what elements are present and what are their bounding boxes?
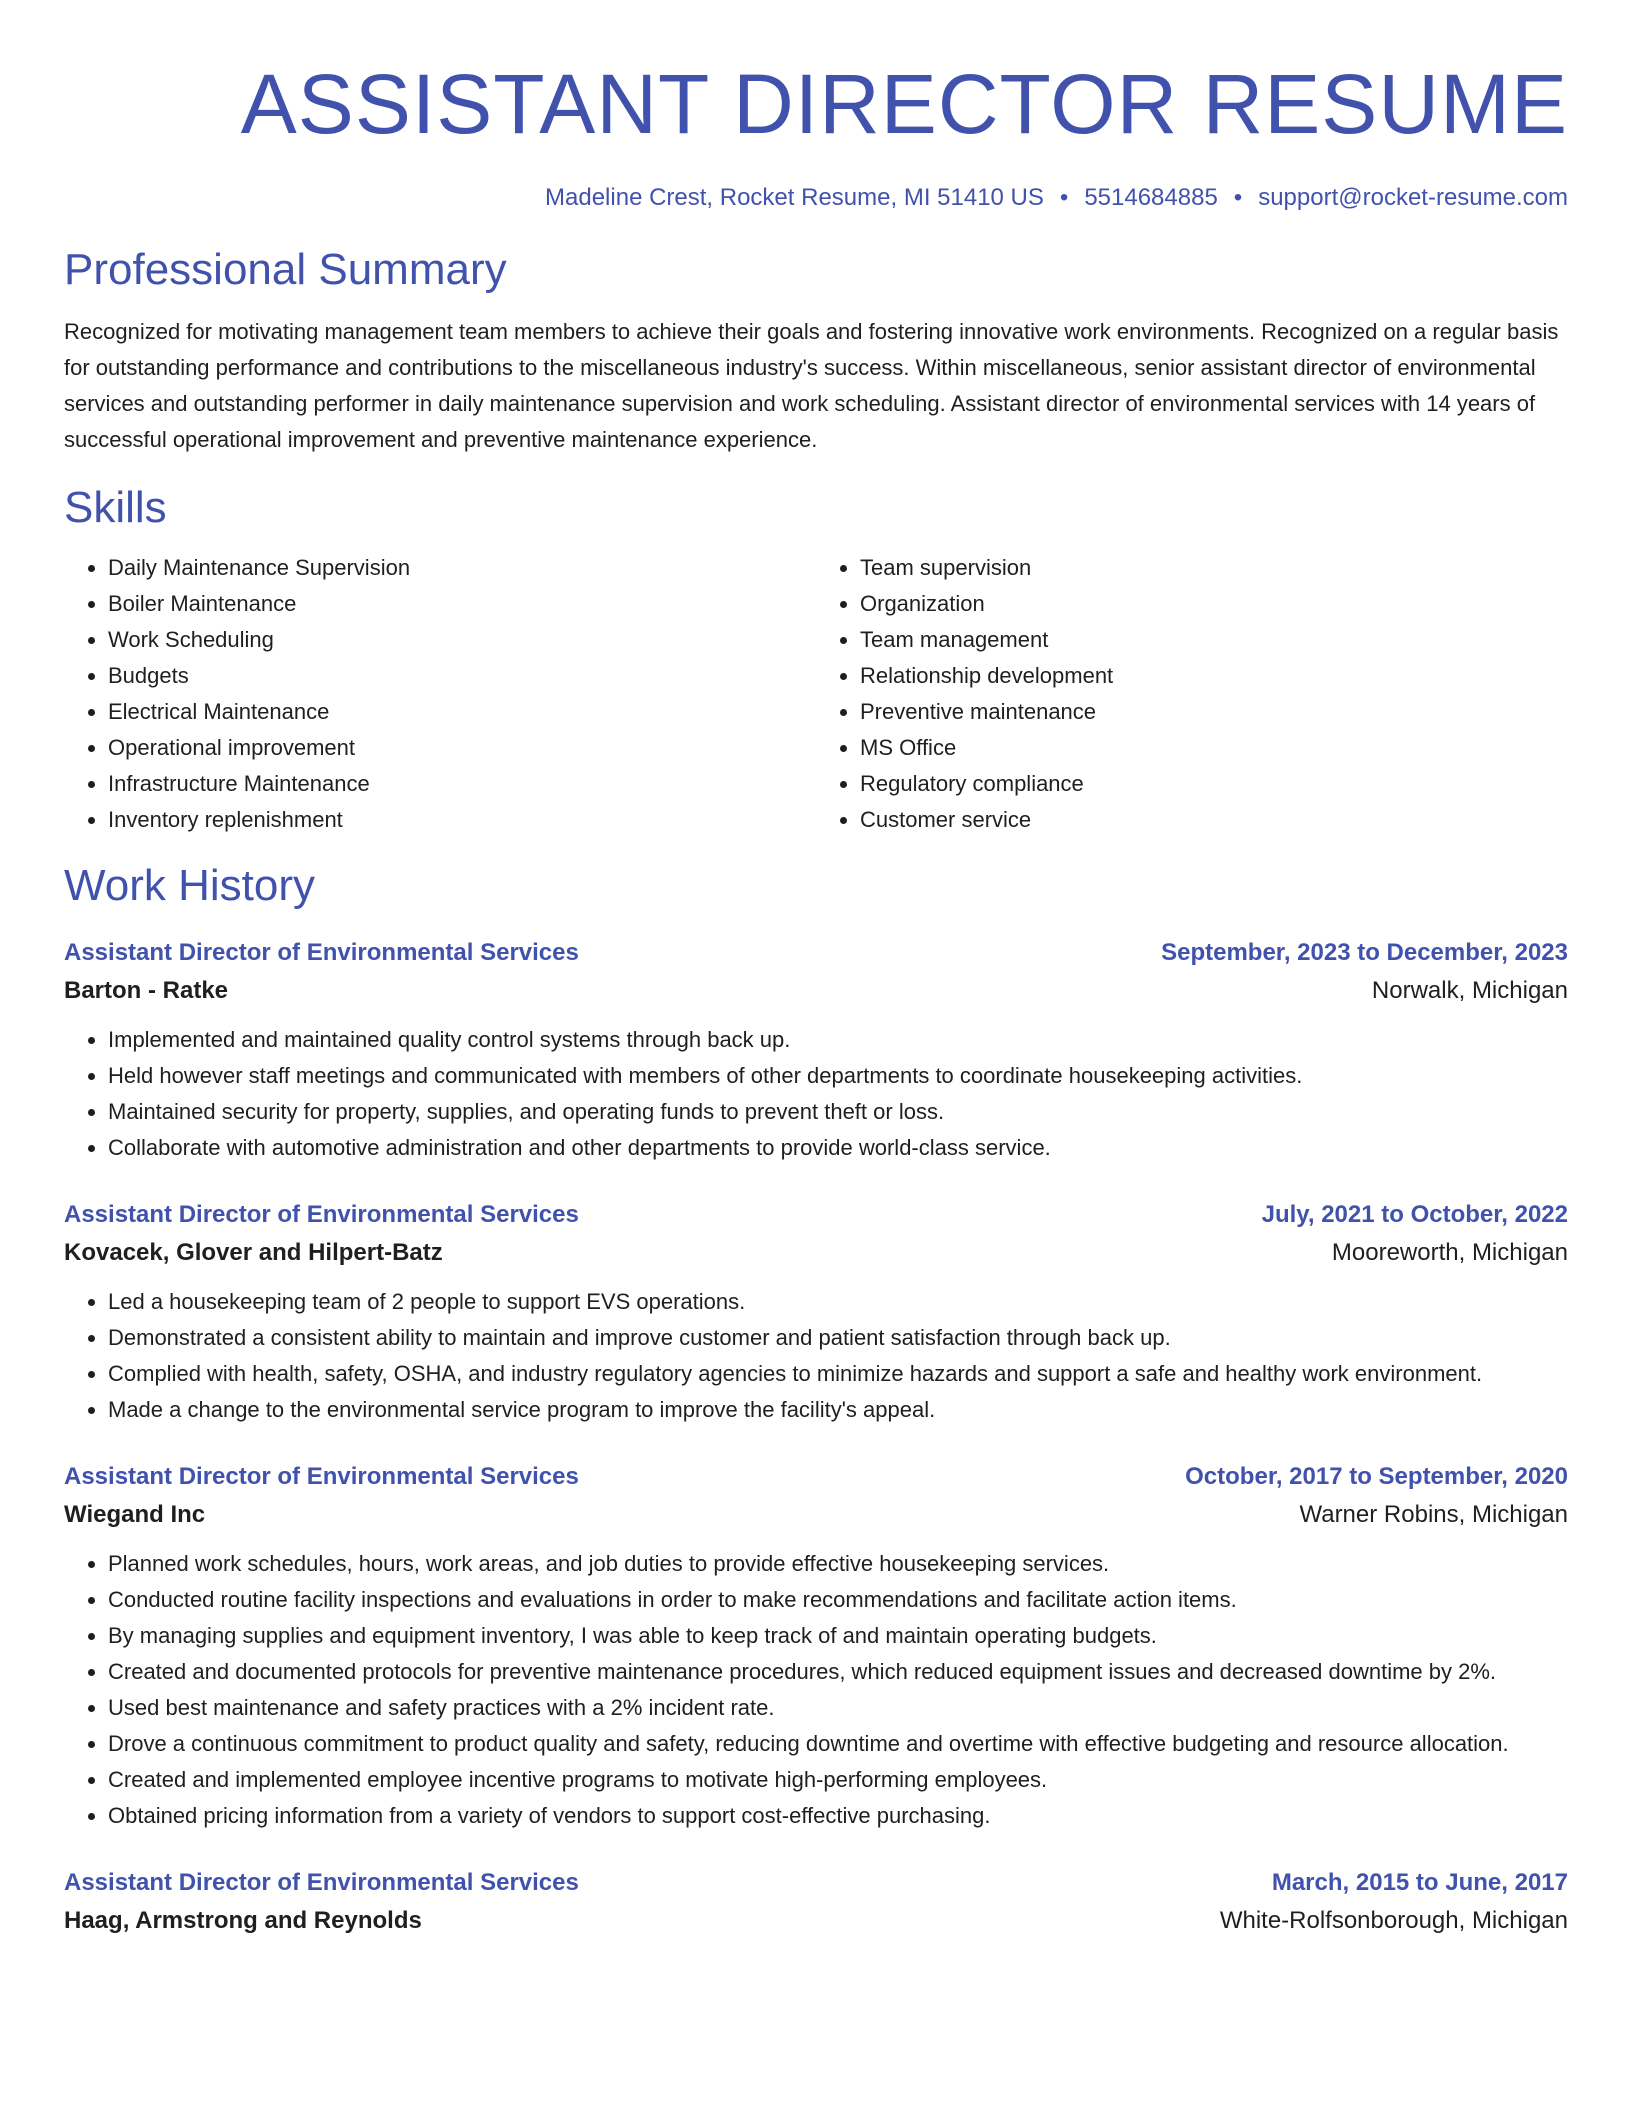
resume-title: ASSISTANT DIRECTOR RESUME	[240, 57, 1568, 151]
skills-section	[64, 480, 1568, 838]
work-history-section	[64, 858, 1568, 1940]
skills-grid	[64, 550, 1568, 838]
job-title-row	[64, 1864, 1568, 1902]
skills-column-right	[816, 550, 1568, 838]
job-bullet: • Led a housekeeping team of 2 people to support EVS operations.	[108, 1284, 1568, 1320]
skill-item: • Infrastructure Maintenance	[108, 766, 816, 802]
job-title: Assistant Director of Environmental Services	[64, 1869, 579, 1896]
job-bullet: • Made a change to the environmental service program to improve the facility's appeal.	[108, 1392, 1568, 1428]
job-title: Assistant Director of Environmental Services	[64, 1463, 579, 1490]
summary-text: Recognized for motivating management team members to achieve their goals and fostering innovative work environments. Recognized on a regular basis for outstanding performance and contributions to the miscellaneous industry's success. Within miscellaneous, senior assistant director of environmental services and outstanding performer in daily maintenance supervision and work scheduling. Assistant director of environmental services with 14 years of successful operational improvement and preventive maintenance experience.	[64, 319, 1559, 452]
skill-item: • Organization	[860, 586, 1568, 622]
job-company: Wiegand Inc	[64, 1501, 206, 1528]
job-dates: September, 2023 to December, 2023	[1161, 939, 1568, 966]
contact-line	[64, 182, 1568, 214]
job-company-row	[64, 1902, 1568, 1940]
job-entry	[64, 1458, 1568, 1834]
job-company-row	[64, 1496, 1568, 1534]
job-bullet: • Implemented and maintained quality control systems through back up.	[108, 1022, 1568, 1058]
skills-column-left	[64, 550, 816, 838]
job-dates: March, 2015 to June, 2017	[1271, 1869, 1568, 1896]
job-company: Kovacek, Glover and Hilpert-Batz	[64, 1239, 443, 1266]
skill-item: • Team management	[860, 622, 1568, 658]
job-bullet: • Drove a continuous commitment to product quality and safety, reducing downtime and overtime with effective budgeting and resource allocation.	[108, 1726, 1568, 1762]
job-title: Assistant Director of Environmental Services	[64, 1201, 579, 1228]
job-bullet: • Conducted routine facility inspections and evaluations in order to make recommendations and facilitate action items.	[108, 1582, 1568, 1618]
skill-item: • Electrical Maintenance	[108, 694, 816, 730]
job-company-row	[64, 1234, 1568, 1272]
job-bullet: • Obtained pricing information from a variety of vendors to support cost-effective purchasing.	[108, 1798, 1568, 1834]
skill-item: • MS Office	[860, 730, 1568, 766]
job-entry	[64, 1864, 1568, 1940]
job-company: Barton - Ratke	[64, 977, 229, 1004]
job-company-row	[64, 972, 1568, 1010]
job-bullet: • Created and implemented employee incentive programs to motivate high-performing employees.	[108, 1762, 1568, 1798]
job-dates: October, 2017 to September, 2020	[1185, 1463, 1568, 1490]
section-heading-work-history: Work History	[64, 861, 315, 910]
skill-item: • Regulatory compliance	[860, 766, 1568, 802]
skill-item: • Daily Maintenance Supervision	[108, 550, 816, 586]
job-bullet: • Demonstrated a consistent ability to maintain and improve customer and patient satisfaction through back up.	[108, 1320, 1568, 1356]
professional-summary-section	[64, 242, 1568, 458]
resume-header	[64, 54, 1568, 214]
job-title-row	[64, 934, 1568, 972]
job-dates: July, 2021 to October, 2022	[1261, 1201, 1568, 1228]
job-location: Warner Robins, Michigan	[1299, 1501, 1568, 1528]
contact-email: support@rocket-resume.com	[1258, 184, 1568, 211]
job-bullet: • Collaborate with automotive administration and other departments to provide world-class service.	[108, 1130, 1568, 1166]
job-title-row	[64, 1458, 1568, 1496]
skill-item: • Work Scheduling	[108, 622, 816, 658]
skill-item: • Customer service	[860, 802, 1568, 838]
skill-item: • Relationship development	[860, 658, 1568, 694]
skill-item: • Boiler Maintenance	[108, 586, 816, 622]
skill-item: • Operational improvement	[108, 730, 816, 766]
job-bullet: • Held however staff meetings and communicated with members of other departments to coordinate housekeeping activities.	[108, 1058, 1568, 1094]
job-company: Haag, Armstrong and Reynolds	[64, 1907, 422, 1934]
job-entry	[64, 1196, 1568, 1428]
job-entry	[64, 934, 1568, 1166]
job-bullet: • Created and documented protocols for preventive maintenance procedures, which reduced equipment issues and decreased downtime by 2%.	[108, 1654, 1568, 1690]
section-heading-summary: Professional Summary	[64, 245, 507, 294]
contact-address: Madeline Crest, Rocket Resume, MI 51410 US	[545, 184, 1044, 211]
job-title: Assistant Director of Environmental Services	[64, 939, 579, 966]
job-bullet-list	[64, 1022, 1568, 1166]
job-location: Mooreworth, Michigan	[1331, 1239, 1568, 1266]
skill-item: • Budgets	[108, 658, 816, 694]
job-bullet-list	[64, 1284, 1568, 1428]
job-location: White-Rolfsonborough, Michigan	[1219, 1907, 1568, 1934]
section-heading-skills: Skills	[64, 483, 167, 532]
job-bullet: • Planned work schedules, hours, work areas, and job duties to provide effective housekeeping services.	[108, 1546, 1568, 1582]
skill-item: • Inventory replenishment	[108, 802, 816, 838]
job-bullet: • Maintained security for property, supplies, and operating funds to prevent theft or loss.	[108, 1094, 1568, 1130]
job-location: Norwalk, Michigan	[1371, 977, 1568, 1004]
job-bullet: • Complied with health, safety, OSHA, and industry regulatory agencies to minimize hazards and support a safe and healthy work environment.	[108, 1356, 1568, 1392]
contact-separator: •	[1059, 184, 1069, 211]
job-bullet-list	[64, 1546, 1568, 1834]
contact-separator: •	[1233, 184, 1243, 211]
job-title-row	[64, 1196, 1568, 1234]
skill-item: • Team supervision	[860, 550, 1568, 586]
job-bullet: • Used best maintenance and safety practices with a 2% incident rate.	[108, 1690, 1568, 1726]
contact-phone: 5514684885	[1084, 184, 1218, 211]
job-bullet: • By managing supplies and equipment inventory, I was able to keep track of and maintain operating budgets.	[108, 1618, 1568, 1654]
skill-item: • Preventive maintenance	[860, 694, 1568, 730]
